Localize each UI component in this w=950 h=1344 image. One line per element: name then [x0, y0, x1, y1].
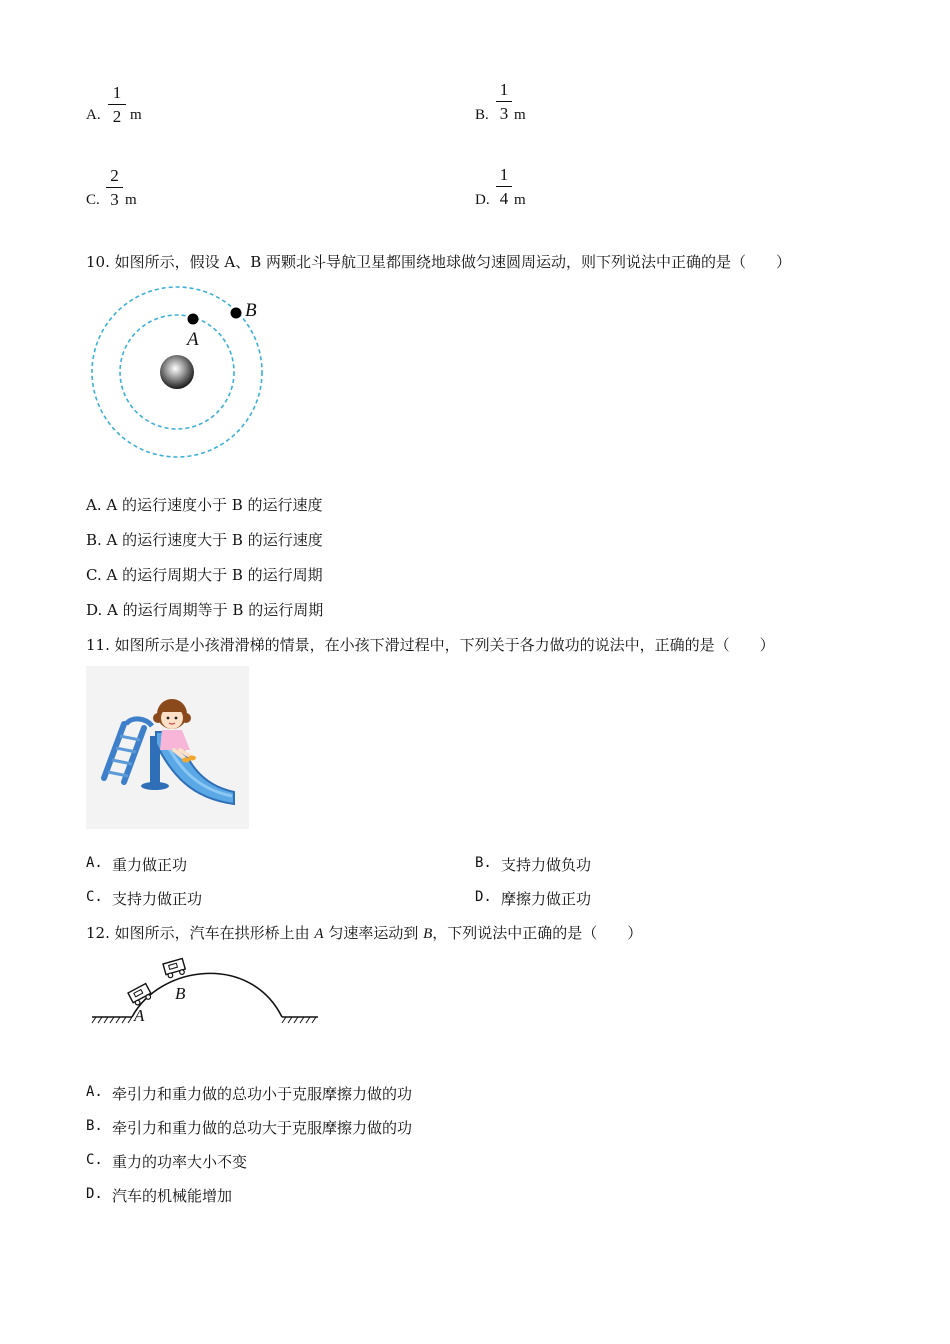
q10-option-d: D. A 的运行周期等于 B 的运行周期: [86, 601, 324, 619]
q9-option-c-fraction: [106, 167, 123, 209]
q11-option-d-text: 摩擦力做正功: [501, 890, 592, 908]
bridge-label-a: A: [134, 1006, 145, 1025]
satellite-b: [231, 308, 242, 319]
q12-stem-b: B: [423, 926, 433, 942]
q9-option-b-fraction: [496, 81, 512, 123]
q12-stem-a: A: [314, 926, 324, 942]
q11-stem: 11. 如图所示是小孩滑滑梯的情景，在小孩下滑过程中，下列关于各力做功的说法中，正确的是（ ）: [86, 636, 775, 654]
q12-stem-mid: 匀速率运动到: [323, 924, 424, 942]
q12-option-c-label: C.: [86, 1152, 103, 1168]
q9-option-d-fraction: [496, 166, 512, 208]
bridge-label-b: B: [175, 984, 186, 1003]
q11-option-d-label: D.: [475, 889, 492, 905]
car-a: [128, 984, 153, 1007]
q12-option-a-text: 牵引力和重力做的总功小于克服摩擦力做的功: [112, 1085, 413, 1103]
q11-option-b-text: 支持力做负功: [501, 856, 592, 874]
slide-figure: [86, 666, 249, 829]
q11-option-b-label: B.: [475, 855, 492, 871]
q12-option-a-label: A.: [86, 1084, 103, 1100]
q9-option-b-denominator: 3: [499, 104, 509, 123]
q9-option-c-denominator: 3: [110, 190, 119, 209]
q9-option-b-unit: m: [514, 107, 526, 123]
q11-option-a-label: A.: [86, 855, 103, 871]
q9-option-c-label: C.: [86, 192, 100, 208]
car-b: [163, 958, 186, 978]
q11-option-a-text: 重力做正功: [112, 856, 188, 874]
q9-option-a-fraction: [108, 84, 126, 126]
q12-option-d-label: D.: [86, 1186, 103, 1202]
q12-option-d-text: 汽车的机械能增加: [112, 1187, 233, 1205]
q10-stem: 10. 如图所示，假设 A、B 两颗北斗导航卫星都围绕地球做匀速圆周运动，则下列说法中正确的是（ ）: [86, 253, 792, 271]
q9-option-b-numerator: 1: [499, 80, 509, 99]
q11-option-c-text: 支持力做正功: [112, 890, 203, 908]
satellite-a: [188, 314, 199, 325]
orbit-figure: [90, 285, 270, 465]
q9-option-b-label: B.: [475, 107, 489, 123]
satellite-a-label: A: [187, 329, 199, 350]
q12-stem-post: ，下列说法中正确的是（ ）: [432, 924, 643, 942]
ground-right: [282, 1017, 318, 1023]
slide-base: [141, 782, 169, 790]
q12-stem: [86, 922, 642, 943]
q9-option-d-unit: m: [514, 192, 526, 208]
ground-left: [92, 1017, 132, 1023]
q9-option-a-label: A.: [86, 107, 101, 123]
q9-option-a-unit: m: [130, 107, 142, 123]
q11-option-c-label: C.: [86, 889, 103, 905]
q12-option-b-text: 牵引力和重力做的总功大于克服摩擦力做的功: [112, 1119, 413, 1137]
q9-option-a-denominator: 2: [112, 107, 122, 126]
q12-option-c-text: 重力的功率大小不变: [112, 1153, 248, 1171]
q9-option-d-denominator: 4: [499, 189, 509, 208]
q12-option-b-label: B.: [86, 1118, 103, 1134]
q9-option-c-numerator: 2: [110, 166, 119, 185]
satellite-b-label: B: [245, 300, 257, 321]
q9-option-d-label: D.: [475, 192, 490, 208]
bridge-figure: [90, 955, 325, 1030]
earth: [160, 355, 194, 389]
arch-bridge: [132, 973, 282, 1017]
q10-option-a: A. A 的运行速度小于 B 的运行速度: [86, 496, 323, 514]
q9-option-d-numerator: 1: [499, 165, 509, 184]
q9-option-a-numerator: 1: [112, 83, 122, 102]
q9-option-c-unit: m: [125, 192, 137, 208]
q12-stem-pre: 12. 如图所示，汽车在拱形桥上由: [86, 924, 315, 942]
q10-option-b: B. A 的运行速度大于 B 的运行速度: [86, 531, 323, 549]
q10-option-c: C. A 的运行周期大于 B 的运行周期: [86, 566, 323, 584]
